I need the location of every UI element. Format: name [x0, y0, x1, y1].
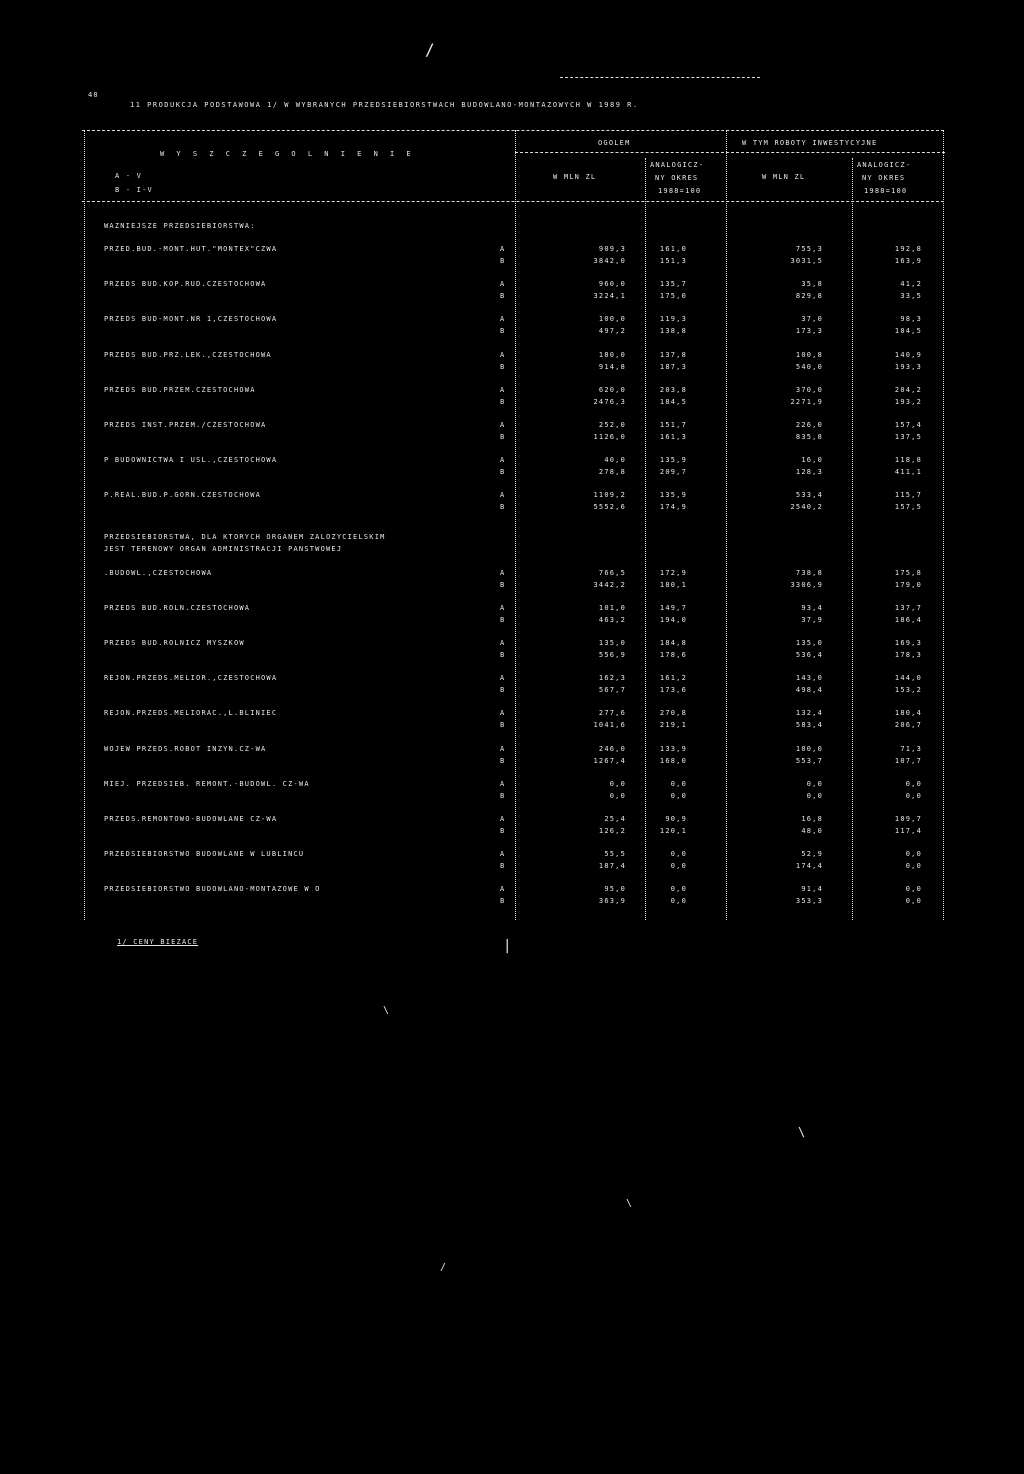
table-cell: 184,8	[659, 639, 687, 647]
table-cell: 169,3	[894, 639, 922, 647]
row-variant-label: A	[500, 491, 506, 500]
table-cell: 0,0	[905, 862, 922, 871]
table-cell: 0,0	[905, 850, 922, 859]
row-variant-label: A	[500, 315, 506, 324]
table-cell: 173,3	[795, 327, 823, 336]
table-cell: 252,0	[598, 421, 626, 429]
table-cell: 3031,5	[790, 257, 823, 265]
row-variant-label: B	[500, 862, 506, 871]
row-name: PRZEDS BUD.ROLNICZ MYSZKOW	[104, 639, 245, 647]
row-variant-label: A	[500, 456, 506, 465]
table-cell: 172,9	[659, 568, 687, 577]
table-cell: 1267,4	[593, 756, 626, 765]
row-variant-label: A	[500, 385, 506, 394]
table-cell: 0,0	[905, 897, 922, 906]
table-cell: 0,0	[670, 850, 687, 859]
table-cell: 137,8	[659, 350, 687, 359]
table-cell: 1109,2	[593, 491, 626, 500]
table-cell: 140,9	[894, 350, 922, 359]
table-cell: 209,7	[659, 468, 687, 477]
table-cell: 33,5	[900, 292, 922, 301]
table-cell: 180,0	[598, 350, 626, 359]
table-cell: 135,7	[659, 280, 687, 289]
col-line-2	[645, 158, 646, 920]
table-cell: 175,8	[894, 568, 922, 577]
table-cell: 277,6	[598, 709, 626, 718]
row-variant-label: B	[500, 580, 506, 589]
header-ogolem: OGOLEM	[598, 139, 631, 147]
table-cell: 3842,0	[593, 257, 626, 265]
table-cell: 55,5	[604, 850, 626, 859]
table-cell: 137,7	[894, 603, 922, 612]
table-cell: 157,5	[894, 503, 922, 512]
header-mln-1: W MLN ZL	[553, 173, 597, 181]
row-variant-label: A	[500, 709, 506, 718]
table-cell: 835,8	[795, 433, 823, 441]
row-variant-label: B	[500, 292, 506, 301]
table-cell: 0,0	[670, 779, 687, 788]
footnote: 1/ CENY BIEZACE	[117, 938, 199, 946]
table-cell: 135,9	[659, 491, 687, 500]
table-cell: 180,4	[894, 709, 922, 718]
table-cell: 138,8	[659, 327, 687, 336]
row-name: PRZED.BUD.-MONT.HUT."MONTEX"CZWA	[104, 245, 278, 253]
row-variant-label: A	[500, 850, 506, 859]
table-cell: 2540,2	[790, 503, 823, 512]
col-line-3	[726, 130, 727, 920]
table-cell: 101,0	[598, 603, 626, 612]
table-cell: 180,1	[659, 580, 687, 589]
header-bottom-rule	[82, 201, 944, 202]
table-cell: 187,4	[598, 862, 626, 871]
table-cell: 3442,2	[593, 580, 626, 589]
table-cell: 3306,9	[790, 580, 823, 589]
table-cell: 93,4	[801, 603, 823, 612]
row-variant-label: B	[500, 897, 506, 906]
col-line-4	[852, 158, 853, 920]
table-cell: 35,8	[801, 280, 823, 289]
row-name: PRZEDS BUD.PRZ.LEK.,CZESTOCHOWA	[104, 350, 272, 359]
table-cell: 109,7	[894, 815, 922, 823]
table-cell: 0,0	[609, 791, 626, 800]
table-cell: 151,7	[659, 421, 687, 429]
table-cell: 0,0	[670, 791, 687, 800]
table-cell: 553,7	[795, 756, 823, 765]
table-cell: 40,0	[604, 456, 626, 465]
table-cell: 363,9	[598, 897, 626, 906]
table-cell: 90,9	[665, 815, 687, 823]
table-cell: 0,0	[670, 862, 687, 871]
row-variant-label: B	[500, 721, 506, 730]
scan-mark: /	[440, 1262, 448, 1273]
row-name: PRZEDS BUD.ROLN.CZESTOCHOWA	[104, 603, 251, 612]
table-cell: 133,9	[659, 744, 687, 753]
table-cell: 226,0	[795, 421, 823, 429]
row-variant-label: B	[500, 651, 506, 659]
table-cell: 766,5	[598, 568, 626, 577]
table-cell: 187,3	[659, 362, 687, 371]
table-cell: 583,4	[795, 721, 823, 730]
row-variant-label: B	[500, 686, 506, 695]
table-cell: 0,0	[609, 779, 626, 788]
row-variant-label: A	[500, 744, 506, 753]
table-cell: 203,8	[659, 385, 687, 394]
scan-mark: \	[798, 1125, 807, 1139]
table-cell: 128,3	[795, 468, 823, 477]
row-variant-label: A	[500, 639, 506, 647]
table-cell: 2476,3	[593, 397, 626, 406]
table-cell: 104,5	[894, 327, 922, 336]
table-cell: 914,8	[598, 362, 626, 371]
table-cell: 132,4	[795, 709, 823, 718]
table-cell: 100,0	[795, 744, 823, 753]
header-analog-1c: 1988=100	[658, 187, 702, 195]
row-variant-label: B	[500, 397, 506, 406]
table-cell: 119,3	[659, 315, 687, 324]
table-cell: 829,8	[795, 292, 823, 301]
table-cell: 118,8	[894, 456, 922, 465]
table-cell: 25,4	[604, 815, 626, 823]
table-cell: 219,1	[659, 721, 687, 730]
row-variant-label: A	[500, 421, 506, 429]
header-wyszczegolnienie: W Y S Z C Z E G O L N I E N I E	[160, 150, 415, 158]
table-cell: 204,2	[894, 385, 922, 394]
table-cell: 0,0	[670, 897, 687, 906]
row-variant-label: B	[500, 615, 506, 624]
table-cell: 411,1	[894, 468, 922, 477]
row-variant-label: B	[500, 756, 506, 765]
section-heading-terenowy-b: JEST TERENOWY ORGAN ADMINISTRACJI PANSTWOWEJ	[104, 545, 343, 553]
header-top-rule	[82, 130, 944, 131]
table-cell: 1126,0	[593, 433, 626, 441]
table-cell: 149,7	[659, 603, 687, 612]
table-cell: 738,8	[795, 568, 823, 577]
row-name: .BUDOWL.,CZESTOCHOWA	[104, 568, 213, 577]
row-variant-label: A	[500, 603, 506, 612]
row-variant-label: B	[500, 327, 506, 336]
table-cell: 95,0	[604, 885, 626, 894]
table-cell: 126,2	[598, 827, 626, 835]
row-variant-label: A	[500, 280, 506, 289]
table-cell: 100,0	[598, 315, 626, 324]
table-cell: 135,0	[795, 639, 823, 647]
table-cell: 37,9	[801, 615, 823, 624]
row-variant-label: B	[500, 503, 506, 512]
row-variant-label: A	[500, 674, 506, 683]
table-cell: 194,0	[659, 615, 687, 624]
table-cell: 153,2	[894, 686, 922, 695]
table-cell: 137,5	[894, 433, 922, 441]
col-line-left	[84, 130, 85, 920]
row-variant-label: B	[500, 362, 506, 371]
row-name: PRZEDS INST.PRZEM./CZESTOCHOWA	[104, 421, 267, 429]
table-cell: 0,0	[905, 779, 922, 788]
table-cell: 0,0	[905, 791, 922, 800]
table-cell: 115,7	[894, 491, 922, 500]
row-variant-label: A	[500, 350, 506, 359]
corner-mark: /	[425, 40, 436, 59]
table-cell: 52,9	[801, 850, 823, 859]
table-cell: 174,4	[795, 862, 823, 871]
table-cell: 16,0	[801, 456, 823, 465]
table-cell: 498,4	[795, 686, 823, 695]
table-cell: 186,4	[894, 615, 922, 624]
table-cell: 270,8	[659, 709, 687, 718]
header-analog-1b: NY OKRES	[655, 174, 699, 182]
table-cell: 0,0	[806, 779, 823, 788]
table-cell: 246,0	[598, 744, 626, 753]
table-cell: 157,4	[894, 421, 922, 429]
table-cell: 909,3	[598, 245, 626, 253]
table-cell: 161,2	[659, 674, 687, 683]
header-mln-2: W MLN ZL	[762, 173, 806, 181]
row-variant-label: B	[500, 433, 506, 441]
table-cell: 173,6	[659, 686, 687, 695]
row-name: P BUDOWNICTWA I USL.,CZESTOCHOWA	[104, 456, 278, 465]
table-cell: 755,3	[795, 245, 823, 253]
row-variant-label: B	[500, 791, 506, 800]
table-cell: 178,3	[894, 651, 922, 659]
table-cell: 143,0	[795, 674, 823, 683]
table-cell: 120,1	[659, 827, 687, 835]
table-cell: 178,6	[659, 651, 687, 659]
table-cell: 536,4	[795, 651, 823, 659]
table-cell: 463,2	[598, 615, 626, 624]
header-analog-2a: ANALOGICZ-	[857, 161, 912, 169]
table-cell: 960,0	[598, 280, 626, 289]
legend-b: B - I-V	[115, 186, 153, 194]
header-analog-1a: ANALOGICZ-	[650, 161, 705, 169]
table-cell: 533,4	[795, 491, 823, 500]
table-cell: 540,0	[795, 362, 823, 371]
table-cell: 497,2	[598, 327, 626, 336]
table-title: 11 PRODUKCJA PODSTAWOWA 1/ W WYBRANYCH PRZEDSIEBIORSTWACH BUDOWLANO-MONTAZOWYCH W 1989 R.	[130, 101, 639, 109]
table-cell: 161,3	[659, 433, 687, 441]
table-cell: 2271,9	[790, 397, 823, 406]
table-cell: 135,9	[659, 456, 687, 465]
top-rule	[560, 77, 760, 78]
table-cell: 71,3	[900, 744, 922, 753]
table-cell: 144,0	[894, 674, 922, 683]
section-heading-terenowy-a: PRZEDSIEBIORSTWA, DLA KTORYCH ORGANEM ZALOZYCIELSKIM	[104, 533, 386, 541]
row-variant-label: A	[500, 779, 506, 788]
table-cell: 620,0	[598, 385, 626, 394]
table-cell: 41,2	[900, 280, 922, 289]
table-cell: 567,7	[598, 686, 626, 695]
section-heading-main: WAZNIEJSZE PRZEDSIEBIORSTWA:	[104, 222, 256, 230]
table-cell: 184,5	[659, 397, 687, 406]
col-line-right	[943, 130, 944, 920]
row-name: REJON.PRZEDS.MELIORAC.,L.BLINIEC	[104, 709, 278, 718]
row-variant-label: B	[500, 827, 506, 835]
legend-a: A - V	[115, 172, 143, 180]
row-name: PRZEDS BUD-MONT.NR 1,CZESTOCHOWA	[104, 315, 278, 324]
row-variant-label: B	[500, 468, 506, 477]
table-cell: 192,8	[894, 245, 922, 253]
table-cell: 135,0	[598, 639, 626, 647]
table-cell: 0,0	[806, 791, 823, 800]
table-cell: 175,0	[659, 292, 687, 301]
table-cell: 1041,6	[593, 721, 626, 730]
row-variant-label: A	[500, 245, 506, 253]
table-cell: 179,0	[894, 580, 922, 589]
table-cell: 163,9	[894, 257, 922, 265]
scan-mark: \	[383, 1005, 391, 1016]
page-number: 40	[88, 91, 99, 99]
table-cell: 48,0	[801, 827, 823, 835]
table-cell: 117,4	[894, 827, 922, 835]
row-variant-label: A	[500, 815, 506, 823]
row-name: PRZEDS BUD.KOP.RUD.CZESTOCHOWA	[104, 280, 267, 289]
table-cell: 193,3	[894, 362, 922, 371]
table-cell: 161,0	[659, 245, 687, 253]
row-name: PRZEDS BUD.PRZEM.CZESTOCHOWA	[104, 385, 256, 394]
table-cell: 151,3	[659, 257, 687, 265]
scan-mark: \	[626, 1198, 634, 1209]
header-mid-rule	[515, 152, 945, 153]
row-variant-label: A	[500, 885, 506, 894]
row-variant-label: A	[500, 568, 506, 577]
row-name: WOJEW PRZEDS.ROBOT INZYN.CZ-WA	[104, 744, 267, 753]
table-cell: 91,4	[801, 885, 823, 894]
header-roboty: W TYM ROBOTY INWESTYCYJNE	[742, 139, 878, 147]
table-cell: 162,3	[598, 674, 626, 683]
col-line-1	[515, 130, 516, 920]
table-cell: 193,2	[894, 397, 922, 406]
row-variant-label: B	[500, 257, 506, 265]
table-cell: 5552,6	[593, 503, 626, 512]
table-cell: 370,0	[795, 385, 823, 394]
table-cell: 174,9	[659, 503, 687, 512]
header-analog-2b: NY OKRES	[862, 174, 906, 182]
table-cell: 100,8	[795, 350, 823, 359]
table-cell: 168,0	[659, 756, 687, 765]
row-name: PRZEDS.REMONTOWO-BUDOWLANE CZ-WA	[104, 815, 278, 823]
table-cell: 278,8	[598, 468, 626, 477]
table-cell: 206,7	[894, 721, 922, 730]
table-cell: 98,3	[900, 315, 922, 324]
table-cell: 37,0	[801, 315, 823, 324]
row-name: MIEJ. PRZEDSIEB. REMONT.-BUDOWL. CZ-WA	[104, 779, 310, 788]
scan-mark: |	[503, 938, 513, 954]
header-analog-2c: 1988=100	[864, 187, 908, 195]
table-cell: 3224,1	[593, 292, 626, 301]
table-cell: 353,3	[795, 897, 823, 906]
table-cell: 0,0	[905, 885, 922, 894]
row-name: P.REAL.BUD.P.GORN.CZESTOCHOWA	[104, 491, 262, 500]
table-cell: 16,8	[801, 815, 823, 823]
row-name: PRZEDSIEBIORSTWO BUDOWLANO-MONTAZOWE W O	[104, 885, 321, 894]
table-cell: 107,7	[894, 756, 922, 765]
table-cell: 0,0	[670, 885, 687, 894]
row-name: REJON.PRZEDS.MELIOR.,CZESTOCHOWA	[104, 674, 278, 683]
table-cell: 556,9	[598, 651, 626, 659]
row-name: PRZEDSIEBIORSTWO BUDOWLANE W LUBLINCU	[104, 850, 305, 859]
